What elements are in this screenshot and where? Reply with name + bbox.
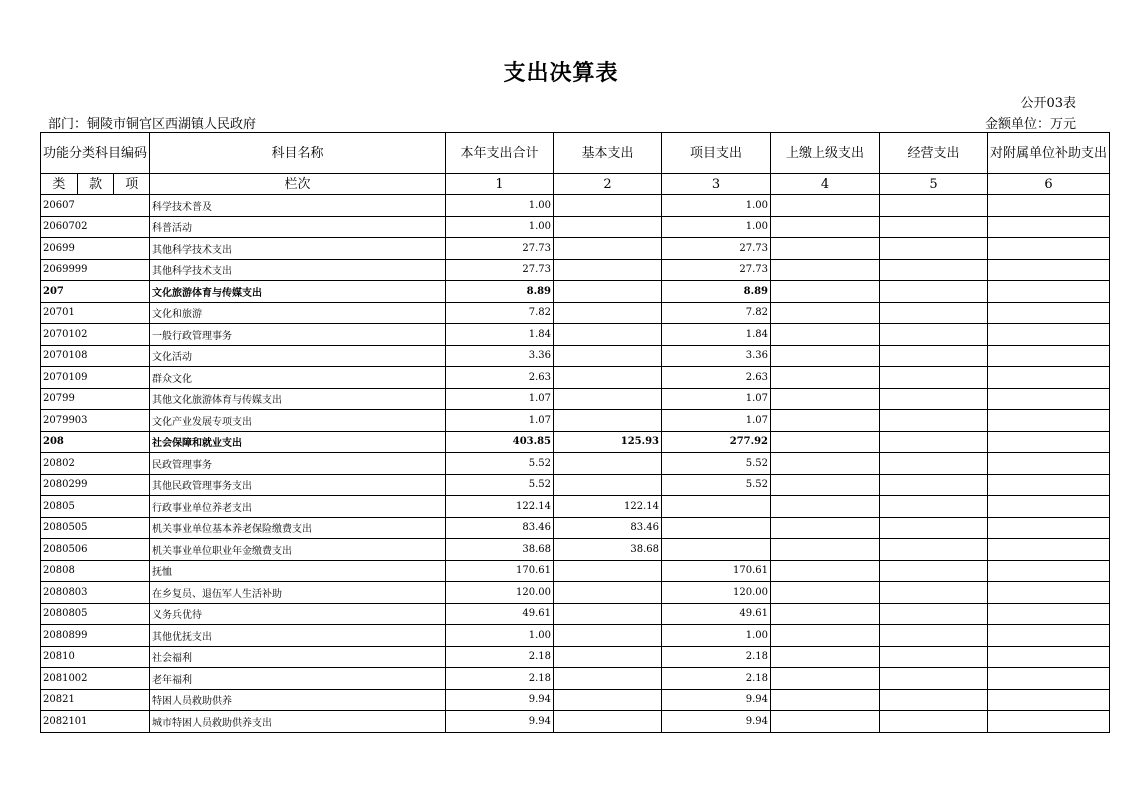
row-name: 抚恤 xyxy=(150,560,446,582)
row-name: 其他科学技术支出 xyxy=(150,259,446,281)
row-basic xyxy=(554,668,662,690)
row-code: 2080899 xyxy=(41,625,150,647)
row-total: 1.84 xyxy=(446,324,554,346)
row-upper xyxy=(771,496,880,518)
table-row xyxy=(41,367,1110,389)
row-project: 9.94 xyxy=(662,711,771,733)
row-name: 一般行政管理事务 xyxy=(150,324,446,346)
row-total: 120.00 xyxy=(446,582,554,604)
row-business xyxy=(880,259,988,281)
row-project: 27.73 xyxy=(662,259,771,281)
row-subsidy xyxy=(988,259,1110,281)
row-business xyxy=(880,216,988,238)
row-basic xyxy=(554,367,662,389)
row-basic xyxy=(554,259,662,281)
row-total: 1.00 xyxy=(446,625,554,647)
expenditure-table xyxy=(40,132,1110,733)
row-total: 1.07 xyxy=(446,410,554,432)
row-total: 83.46 xyxy=(446,517,554,539)
row-total: 1.00 xyxy=(446,195,554,217)
row-upper xyxy=(771,324,880,346)
row-basic xyxy=(554,195,662,217)
row-basic: 38.68 xyxy=(554,539,662,561)
row-code: 2082101 xyxy=(41,711,150,733)
row-name: 特困人员救助供养 xyxy=(150,689,446,711)
table-row xyxy=(41,281,1110,303)
row-business xyxy=(880,496,988,518)
row-name: 义务兵优待 xyxy=(150,603,446,625)
row-total: 5.52 xyxy=(446,474,554,496)
table-body xyxy=(41,195,1110,733)
row-code: 2069999 xyxy=(41,259,150,281)
row-subsidy xyxy=(988,302,1110,324)
table-row xyxy=(41,517,1110,539)
row-code: 207 xyxy=(41,281,150,303)
row-name: 其他文化旅游体育与传媒支出 xyxy=(150,388,446,410)
header-basic: 基本支出 xyxy=(554,133,662,174)
row-total: 122.14 xyxy=(446,496,554,518)
row-subsidy xyxy=(988,560,1110,582)
row-name: 社会保障和就业支出 xyxy=(150,431,446,453)
row-subsidy xyxy=(988,345,1110,367)
row-name: 机关事业单位职业年金缴费支出 xyxy=(150,539,446,561)
row-basic xyxy=(554,216,662,238)
row-name: 其他科学技术支出 xyxy=(150,238,446,260)
table-row xyxy=(41,453,1110,475)
row-business xyxy=(880,302,988,324)
row-subsidy xyxy=(988,410,1110,432)
table-row xyxy=(41,302,1110,324)
row-subsidy xyxy=(988,646,1110,668)
row-total: 2.18 xyxy=(446,646,554,668)
subheader-kuan: 款 xyxy=(77,174,114,195)
row-name: 文化产业发展专项支出 xyxy=(150,410,446,432)
table-row xyxy=(41,195,1110,217)
row-project: 7.82 xyxy=(662,302,771,324)
row-project: 5.52 xyxy=(662,474,771,496)
table-row xyxy=(41,625,1110,647)
subheader-col-6: 6 xyxy=(988,174,1110,195)
row-total: 27.73 xyxy=(446,259,554,281)
row-basic xyxy=(554,345,662,367)
row-total: 8.89 xyxy=(446,281,554,303)
row-code: 2080506 xyxy=(41,539,150,561)
department-label: 部门：铜陵市铜官区西湖镇人民政府 xyxy=(48,117,257,132)
row-code: 2080805 xyxy=(41,603,150,625)
row-project: 120.00 xyxy=(662,582,771,604)
row-basic: 122.14 xyxy=(554,496,662,518)
row-code: 20699 xyxy=(41,238,150,260)
row-upper xyxy=(771,474,880,496)
row-basic xyxy=(554,410,662,432)
row-business xyxy=(880,711,988,733)
header-subsidy: 对附属单位补助支出 xyxy=(988,133,1110,174)
row-subsidy xyxy=(988,431,1110,453)
row-code: 2080803 xyxy=(41,582,150,604)
row-subsidy xyxy=(988,711,1110,733)
row-upper xyxy=(771,431,880,453)
subheader-col-3: 3 xyxy=(662,174,771,195)
row-business xyxy=(880,238,988,260)
row-name: 科普活动 xyxy=(150,216,446,238)
table-row xyxy=(41,474,1110,496)
row-upper xyxy=(771,582,880,604)
row-business xyxy=(880,668,988,690)
row-name: 其他优抚支出 xyxy=(150,625,446,647)
row-basic xyxy=(554,560,662,582)
row-name: 民政管理事务 xyxy=(150,453,446,475)
form-number: 公开03表 xyxy=(1020,96,1076,111)
row-basic xyxy=(554,302,662,324)
row-subsidy xyxy=(988,324,1110,346)
row-name: 城市特困人员救助供养支出 xyxy=(150,711,446,733)
row-upper xyxy=(771,281,880,303)
row-business xyxy=(880,453,988,475)
page-title: 支出决算表 xyxy=(503,61,619,86)
header-name: 科目名称 xyxy=(150,133,446,174)
table-row xyxy=(41,689,1110,711)
row-code: 20821 xyxy=(41,689,150,711)
row-name: 其他民政管理事务支出 xyxy=(150,474,446,496)
row-upper xyxy=(771,238,880,260)
subheader-col-4: 4 xyxy=(771,174,880,195)
subheader-xiang: 项 xyxy=(114,174,150,195)
unit-label: 金额单位：万元 xyxy=(984,117,1076,132)
row-basic: 125.93 xyxy=(554,431,662,453)
subheader-col-5: 5 xyxy=(880,174,988,195)
subheader-lei: 类 xyxy=(41,174,78,195)
row-project: 1.84 xyxy=(662,324,771,346)
row-code: 2081002 xyxy=(41,668,150,690)
header-upper: 上缴上级支出 xyxy=(771,133,880,174)
row-subsidy xyxy=(988,582,1110,604)
row-total: 38.68 xyxy=(446,539,554,561)
row-business xyxy=(880,367,988,389)
row-project: 49.61 xyxy=(662,603,771,625)
row-code: 2080299 xyxy=(41,474,150,496)
row-upper xyxy=(771,539,880,561)
row-subsidy xyxy=(988,689,1110,711)
row-project: 1.07 xyxy=(662,410,771,432)
table-row xyxy=(41,560,1110,582)
row-business xyxy=(880,410,988,432)
row-upper xyxy=(771,345,880,367)
header-code: 功能分类科目编码 xyxy=(41,133,150,174)
row-basic xyxy=(554,474,662,496)
row-code: 20805 xyxy=(41,496,150,518)
row-name: 文化活动 xyxy=(150,345,446,367)
row-business xyxy=(880,345,988,367)
row-total: 403.85 xyxy=(446,431,554,453)
table-row xyxy=(41,711,1110,733)
table-row xyxy=(41,345,1110,367)
row-upper xyxy=(771,517,880,539)
row-code: 2079903 xyxy=(41,410,150,432)
row-name: 机关事业单位基本养老保险缴费支出 xyxy=(150,517,446,539)
row-business xyxy=(880,560,988,582)
row-subsidy xyxy=(988,388,1110,410)
table-row xyxy=(41,431,1110,453)
row-name: 行政事业单位养老支出 xyxy=(150,496,446,518)
row-total: 170.61 xyxy=(446,560,554,582)
subheader-col-1: 1 xyxy=(446,174,554,195)
row-total: 9.94 xyxy=(446,689,554,711)
row-subsidy xyxy=(988,539,1110,561)
row-total: 1.00 xyxy=(446,216,554,238)
row-name: 老年福利 xyxy=(150,668,446,690)
row-name: 文化旅游体育与传媒支出 xyxy=(150,281,446,303)
row-subsidy xyxy=(988,216,1110,238)
row-project: 3.36 xyxy=(662,345,771,367)
header-business: 经营支出 xyxy=(880,133,988,174)
row-code: 20808 xyxy=(41,560,150,582)
row-subsidy xyxy=(988,453,1110,475)
row-basic xyxy=(554,689,662,711)
table-row xyxy=(41,539,1110,561)
row-project xyxy=(662,539,771,561)
row-project: 1.00 xyxy=(662,625,771,647)
table-row xyxy=(41,410,1110,432)
subheader-row xyxy=(41,174,1110,195)
row-code: 20799 xyxy=(41,388,150,410)
row-name: 科学技术普及 xyxy=(150,195,446,217)
row-business xyxy=(880,281,988,303)
row-code: 2070102 xyxy=(41,324,150,346)
row-upper xyxy=(771,259,880,281)
row-basic xyxy=(554,646,662,668)
row-upper xyxy=(771,689,880,711)
row-upper xyxy=(771,388,880,410)
table-row xyxy=(41,216,1110,238)
row-name: 文化和旅游 xyxy=(150,302,446,324)
header-project: 项目支出 xyxy=(662,133,771,174)
row-total: 2.18 xyxy=(446,668,554,690)
row-project: 2.18 xyxy=(662,646,771,668)
row-code: 20802 xyxy=(41,453,150,475)
row-subsidy xyxy=(988,474,1110,496)
row-business xyxy=(880,603,988,625)
row-project: 1.00 xyxy=(662,216,771,238)
row-upper xyxy=(771,646,880,668)
row-upper xyxy=(771,302,880,324)
row-subsidy xyxy=(988,367,1110,389)
row-code: 20701 xyxy=(41,302,150,324)
row-subsidy xyxy=(988,195,1110,217)
table-row xyxy=(41,238,1110,260)
row-code: 2080505 xyxy=(41,517,150,539)
row-name: 在乡复员、退伍军人生活补助 xyxy=(150,582,446,604)
subheader-lanci: 栏次 xyxy=(150,174,446,195)
row-total: 7.82 xyxy=(446,302,554,324)
row-basic: 83.46 xyxy=(554,517,662,539)
row-upper xyxy=(771,625,880,647)
subheader-col-2: 2 xyxy=(554,174,662,195)
row-business xyxy=(880,517,988,539)
row-project: 170.61 xyxy=(662,560,771,582)
row-code: 20607 xyxy=(41,195,150,217)
row-total: 5.52 xyxy=(446,453,554,475)
row-upper xyxy=(771,668,880,690)
row-upper xyxy=(771,367,880,389)
row-code: 2060702 xyxy=(41,216,150,238)
table-row xyxy=(41,582,1110,604)
row-project: 27.73 xyxy=(662,238,771,260)
row-business xyxy=(880,324,988,346)
row-subsidy xyxy=(988,603,1110,625)
row-upper xyxy=(771,711,880,733)
row-basic xyxy=(554,603,662,625)
row-name: 群众文化 xyxy=(150,367,446,389)
row-subsidy xyxy=(988,496,1110,518)
row-upper xyxy=(771,410,880,432)
table-row xyxy=(41,603,1110,625)
row-business xyxy=(880,625,988,647)
row-code: 2070109 xyxy=(41,367,150,389)
row-name: 社会福利 xyxy=(150,646,446,668)
row-total: 1.07 xyxy=(446,388,554,410)
row-business xyxy=(880,689,988,711)
row-basic xyxy=(554,238,662,260)
table-row xyxy=(41,668,1110,690)
table-row xyxy=(41,646,1110,668)
row-subsidy xyxy=(988,668,1110,690)
row-business xyxy=(880,431,988,453)
row-code: 208 xyxy=(41,431,150,453)
row-upper xyxy=(771,216,880,238)
row-business xyxy=(880,195,988,217)
row-project: 8.89 xyxy=(662,281,771,303)
table-row xyxy=(41,496,1110,518)
row-business xyxy=(880,539,988,561)
row-code: 2070108 xyxy=(41,345,150,367)
row-business xyxy=(880,582,988,604)
row-total: 3.36 xyxy=(446,345,554,367)
table-row xyxy=(41,324,1110,346)
row-total: 49.61 xyxy=(446,603,554,625)
row-upper xyxy=(771,195,880,217)
row-project: 9.94 xyxy=(662,689,771,711)
row-subsidy xyxy=(988,517,1110,539)
row-business xyxy=(880,388,988,410)
row-business xyxy=(880,474,988,496)
row-basic xyxy=(554,453,662,475)
row-project xyxy=(662,496,771,518)
row-subsidy xyxy=(988,238,1110,260)
row-basic xyxy=(554,711,662,733)
row-upper xyxy=(771,560,880,582)
row-upper xyxy=(771,453,880,475)
table-row xyxy=(41,388,1110,410)
row-total: 2.63 xyxy=(446,367,554,389)
row-subsidy xyxy=(988,281,1110,303)
row-total: 27.73 xyxy=(446,238,554,260)
row-basic xyxy=(554,388,662,410)
row-project: 2.63 xyxy=(662,367,771,389)
row-project: 277.92 xyxy=(662,431,771,453)
row-total: 9.94 xyxy=(446,711,554,733)
row-project: 1.00 xyxy=(662,195,771,217)
row-business xyxy=(880,646,988,668)
header-row xyxy=(41,133,1110,174)
row-code: 20810 xyxy=(41,646,150,668)
row-project: 1.07 xyxy=(662,388,771,410)
row-basic xyxy=(554,625,662,647)
row-project xyxy=(662,517,771,539)
row-project: 2.18 xyxy=(662,668,771,690)
row-basic xyxy=(554,582,662,604)
row-basic xyxy=(554,324,662,346)
row-project: 5.52 xyxy=(662,453,771,475)
table-row xyxy=(41,259,1110,281)
row-basic xyxy=(554,281,662,303)
row-subsidy xyxy=(988,625,1110,647)
row-upper xyxy=(771,603,880,625)
header-total: 本年支出合计 xyxy=(446,133,554,174)
